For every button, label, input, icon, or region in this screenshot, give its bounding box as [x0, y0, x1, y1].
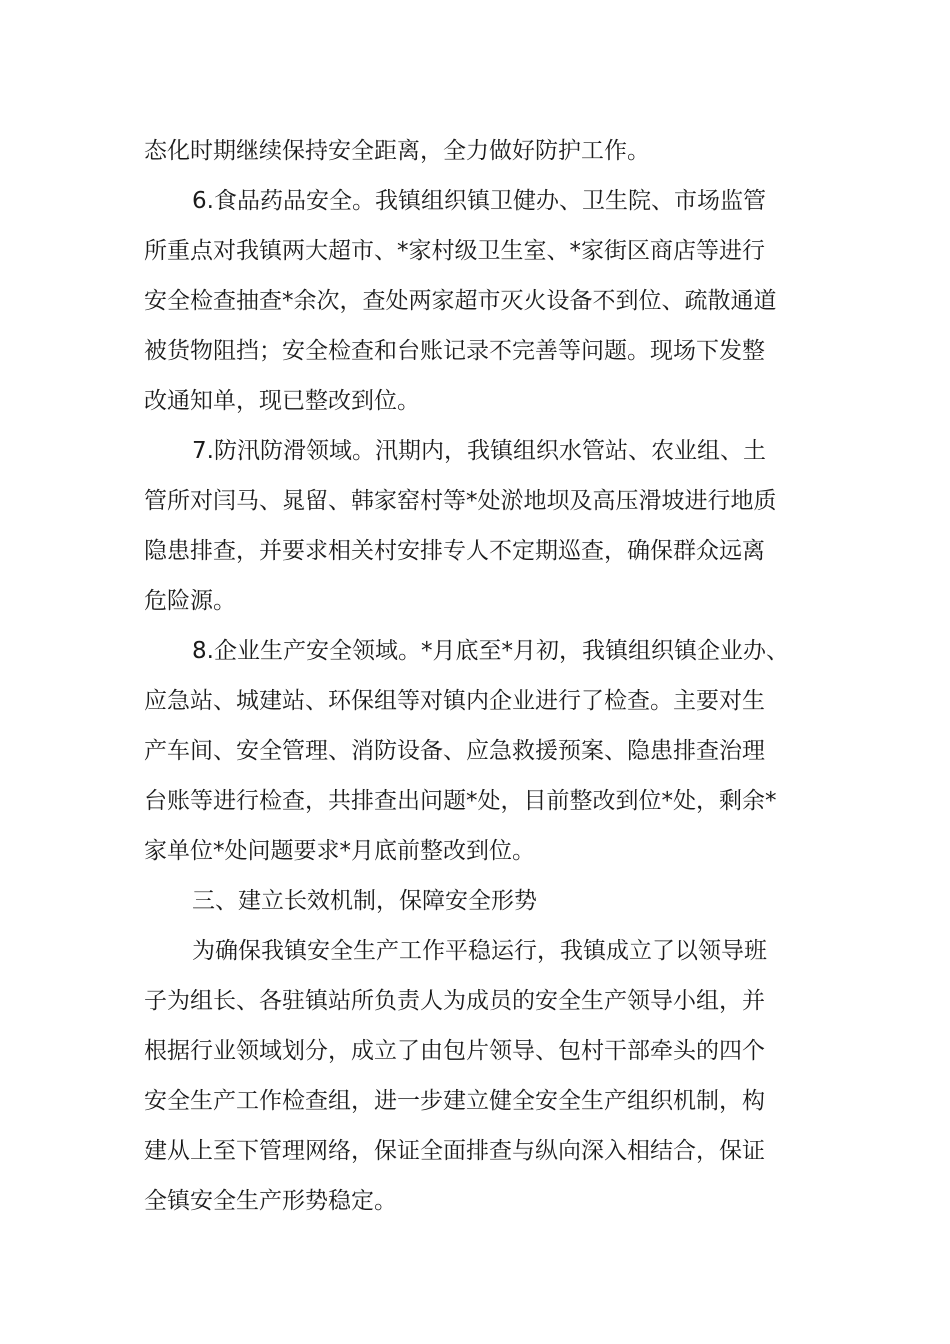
text-line: 隐患排查，并要求相关村安排专人不定期巡查，确保群众远离	[144, 538, 765, 564]
text-line: 安全检查抽查*余次，查处两家超市灭火设备不到位、疏散通道	[144, 288, 777, 314]
text-line: 建从上至下管理网络，保证全面排查与纵向深入相结合，保证	[144, 1138, 765, 1164]
text-line: 8.企业生产安全领域。*月底至*月初，我镇组织镇企业办、	[192, 638, 789, 664]
document-body	[144, 126, 808, 1226]
text-line: 家单位*处问题要求*月底前整改到位。	[144, 838, 535, 864]
text-line: 产车间、安全管理、消防设备、应急救援预案、隐患排查治理	[144, 738, 765, 764]
text-line: 态化时期继续保持安全距离，全力做好防护工作。	[144, 138, 650, 164]
text-line: 为确保我镇安全生产工作平稳运行，我镇成立了以领导班	[192, 938, 767, 964]
text-line: 管所对闫马、晁留、韩家窑村等*处淤地坝及高压滑坡进行地质	[144, 488, 777, 514]
text-line: 安全生产工作检查组，进一步建立健全安全生产组织机制，构	[144, 1088, 765, 1114]
section-heading: 三、建立长效机制，保障安全形势	[192, 888, 537, 914]
text-line: 危险源。	[144, 588, 236, 614]
text-line: 所重点对我镇两大超市、*家村级卫生室、*家街区商店等进行	[144, 238, 765, 264]
text-line: 根据行业领域划分，成立了由包片领导、包村干部牵头的四个	[144, 1038, 765, 1064]
text-line: 应急站、城建站、环保组等对镇内企业进行了检查。主要对生	[144, 688, 765, 714]
text-line: 6.食品药品安全。我镇组织镇卫健办、卫生院、市场监管	[192, 188, 766, 214]
text-line: 子为组长、各驻镇站所负责人为成员的安全生产领导小组，并	[144, 988, 765, 1014]
text-line: 改通知单，现已整改到位。	[144, 388, 420, 414]
text-line: 被货物阻挡；安全检查和台账记录不完善等问题。现场下发整	[144, 338, 765, 364]
text-line: 全镇安全生产形势稳定。	[144, 1188, 397, 1214]
text-line: 台账等进行检查，共排查出问题*处，目前整改到位*处，剩余*	[144, 788, 777, 814]
text-line: 7.防汛防滑领域。汛期内，我镇组织水管站、农业组、土	[192, 438, 766, 464]
